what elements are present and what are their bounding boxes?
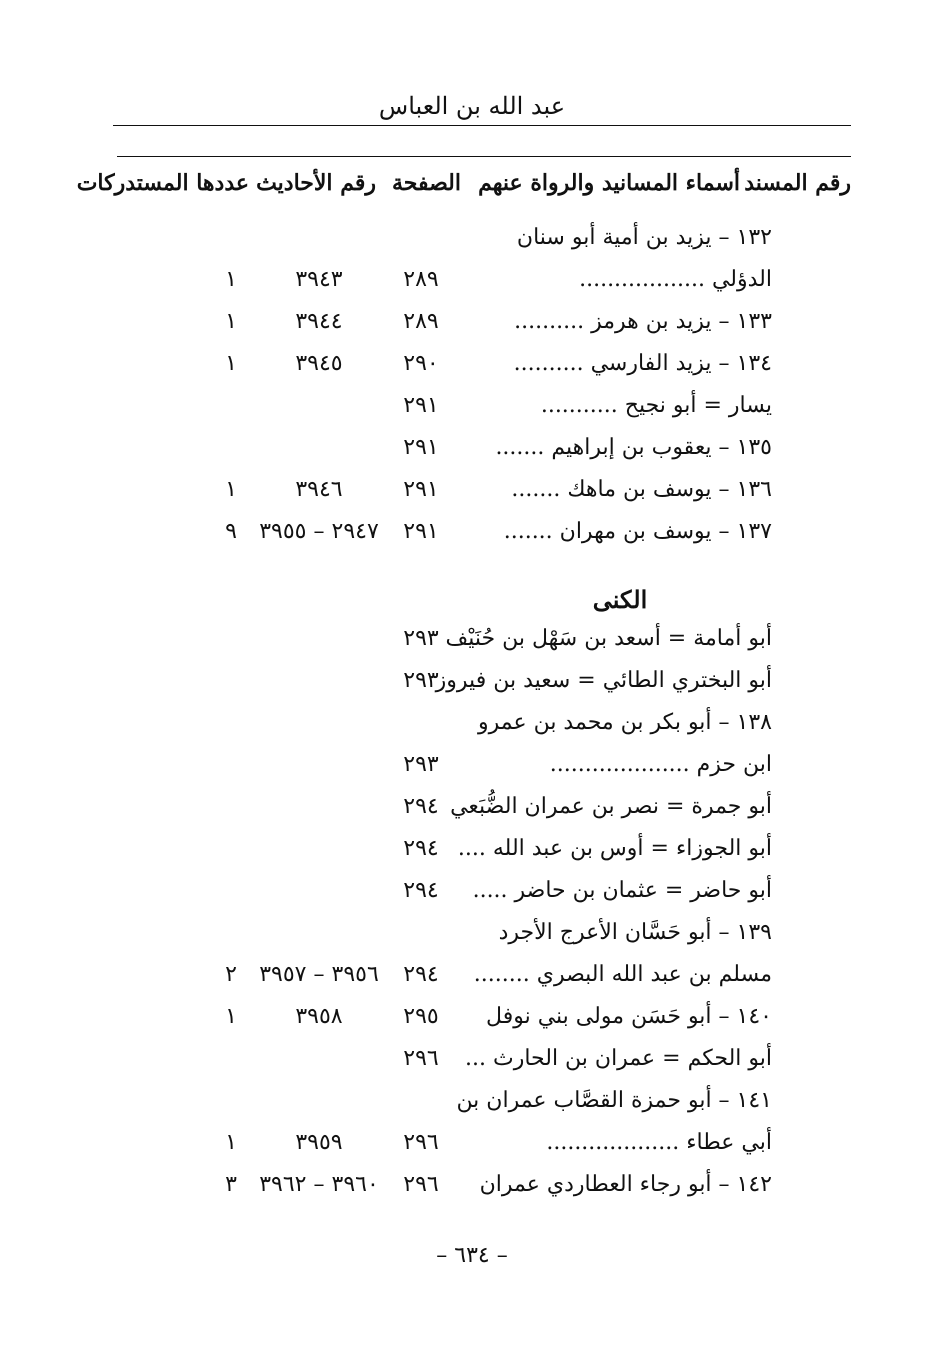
entry-page: ٢٨٩ [403, 267, 439, 292]
entry-name: ١٤٢ – أبو رجاء العطاردي عمران [479, 1172, 772, 1197]
running-head: عبد الله بن العباس [378, 92, 566, 120]
table-row [0, 519, 944, 559]
entry-name: يسار = أبو نجيح ........... [540, 393, 772, 418]
entry-hadith-numbers: ٣٩٦٠ – ٣٩٦٢ [259, 1172, 379, 1197]
entry-hadith-numbers: ٣٩٤٤ [295, 309, 343, 334]
top-rule [113, 125, 851, 126]
table-row [0, 626, 944, 666]
entry-count: ١ [225, 1004, 237, 1029]
table-row [0, 309, 944, 349]
entry-hadith-numbers: ٣٩٤٥ [295, 351, 343, 376]
entry-count: ٣ [225, 1172, 237, 1197]
table-row [0, 962, 944, 1002]
entry-page: ٢٩١ [403, 477, 439, 502]
table-row [0, 1004, 944, 1044]
entry-count: ١ [225, 309, 237, 334]
entry-page: ٢٩٦ [403, 1172, 439, 1197]
entry-page: ٢٩٣ [403, 752, 439, 777]
entry-name: أبو الجوزاء = أوس بن عبد الله .... [457, 836, 772, 861]
entry-count: ١ [225, 1130, 237, 1155]
page-number: – ٦٣٤ – [436, 1243, 508, 1268]
table-row [0, 435, 944, 475]
entry-hadith-numbers: ٢٩٤٧ – ٣٩٥٥ [259, 519, 379, 544]
entry-name: ١٤٠ – أبو حَسَن مولى بني نوفل [486, 1004, 772, 1029]
entry-name: ١٣٥ – يعقوب بن إبراهيم ....... [495, 435, 772, 460]
entry-page: ٢٩٤ [403, 878, 439, 903]
entry-count: ١ [225, 351, 237, 376]
entry-name: أبي عطاء ................... [546, 1130, 772, 1155]
table-row [0, 351, 944, 391]
entry-page: ٢٩٤ [403, 962, 439, 987]
entry-hadith-numbers: ٣٩٤٦ [295, 477, 343, 502]
entry-name: ١٣٨ – أبو بكر بن محمد بن عمرو [477, 710, 772, 735]
table-row [0, 1172, 944, 1212]
entry-name: الدؤلي .................. [579, 267, 772, 292]
entry-name: أبو جمرة = نصر بن عمران الضُّبَعي [450, 794, 772, 819]
entry-count: ١ [225, 267, 237, 292]
entry-name: ابن حزم .................... [549, 752, 772, 777]
entry-page: ٢٩٣ [403, 626, 439, 651]
table-row [0, 477, 944, 517]
table-row [0, 920, 944, 960]
column-header-hadith-numbers: رقم الأحاديث [256, 170, 376, 196]
entry-page: ٢٩٦ [403, 1130, 439, 1155]
entry-name: أبو البختري الطائي = سعيد بن فيروز [435, 668, 772, 693]
table-row [0, 393, 944, 433]
entry-page: ٢٩٤ [403, 794, 439, 819]
table-row [0, 710, 944, 750]
entry-name: أبو الحكم = عمران بن الحارث ... [465, 1046, 772, 1071]
table-row [0, 267, 944, 307]
header-rule [117, 156, 851, 157]
entry-name: ١٣٦ – يوسف بن ماهك ....... [511, 477, 772, 502]
table-row [0, 752, 944, 792]
entry-name: مسلم بن عبد الله البصري ........ [473, 962, 772, 987]
entry-page: ٢٩٠ [403, 351, 439, 376]
entry-name: ١٤١ – أبو حمزة القصَّاب عمران بن [456, 1088, 772, 1113]
section-title-kuna: الكنى [592, 585, 648, 614]
entry-page: ٢٩٥ [403, 1004, 439, 1029]
table-row [0, 668, 944, 708]
table-row [0, 794, 944, 834]
column-header-mustadrakat-count: عددها المستدركات [76, 170, 249, 196]
column-header-musnad-no: رقم المسند [744, 170, 851, 196]
table-row [0, 878, 944, 918]
entry-count: ٩ [225, 519, 237, 544]
entry-name: ١٣٣ – يزيد بن هرمز .......... [514, 309, 772, 334]
entry-hadith-numbers: ٣٩٥٨ [295, 1004, 343, 1029]
entry-page: ٢٩١ [403, 393, 439, 418]
table-row [0, 1088, 944, 1128]
entry-count: ٢ [225, 962, 237, 987]
table-row [0, 1130, 944, 1170]
entry-name: ١٣٢ – يزيد بن أمية أبو سنان [516, 225, 772, 250]
entry-page: ٢٩٤ [403, 836, 439, 861]
entry-hadith-numbers: ٣٩٥٩ [295, 1130, 343, 1155]
entry-name: أبو حاضر = عثمان بن حاضر ..... [472, 878, 772, 903]
entry-hadith-numbers: ٣٩٤٣ [295, 267, 343, 292]
entry-name: أبو أمامة = أسعد بن سَهْل بن حُنَيْف [445, 626, 772, 651]
table-row [0, 225, 944, 265]
entry-page: ٢٨٩ [403, 309, 439, 334]
entry-page: ٢٩٣ [403, 668, 439, 693]
column-header-page: الصفحة [391, 170, 461, 196]
entry-hadith-numbers: ٣٩٥٦ – ٣٩٥٧ [259, 962, 379, 987]
entry-page: ٢٩١ [403, 519, 439, 544]
entry-name: ١٣٧ – يوسف بن مهران ....... [503, 519, 772, 544]
entry-page: ٢٩٦ [403, 1046, 439, 1071]
entry-name: ١٣٤ – يزيد الفارسي .......... [513, 351, 772, 376]
table-row [0, 1046, 944, 1086]
table-row [0, 836, 944, 876]
entry-name: ١٣٩ – أبو حَسَّان الأعرج الأجرد [498, 920, 772, 945]
column-header-names: أسماء المسانيد والرواة عنهم [478, 170, 740, 196]
entry-count: ١ [225, 477, 237, 502]
entry-page: ٢٩١ [403, 435, 439, 460]
